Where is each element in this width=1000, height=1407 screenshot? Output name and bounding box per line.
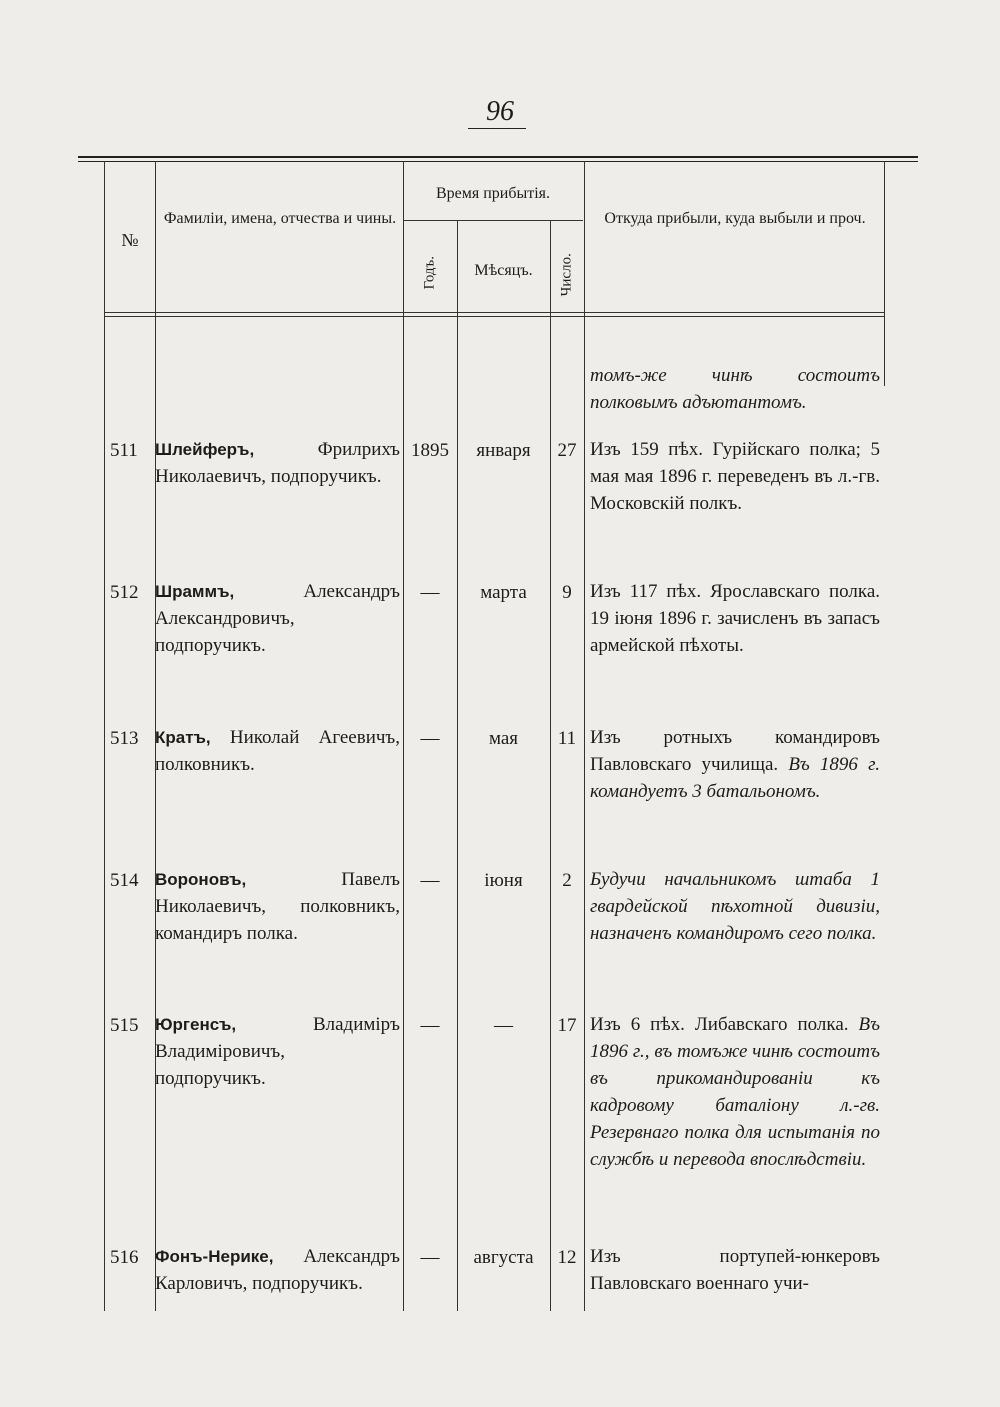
entry-month: августа [473, 1247, 534, 1268]
entry-day: 27 [557, 440, 577, 461]
header-name: Фамиліи, имена, отчества и чины. [163, 210, 397, 227]
entry-month: мая [488, 728, 519, 749]
header-origin: Откуда прибыли, куда выбыли и проч. [604, 210, 866, 227]
column-rule-year [457, 220, 458, 1311]
entry-name: Кратъ, Николай Агеевичъ, полковникъ. [155, 727, 400, 775]
header-subdivider [403, 220, 583, 221]
column-rule-month [550, 220, 551, 1311]
entry-day: 2 [562, 870, 572, 891]
page-number: 96 [486, 96, 514, 127]
entry-number: 516 [110, 1247, 139, 1268]
entry-year: — [420, 582, 440, 603]
header-year: Годъ. [421, 255, 438, 290]
header-bottom-rule [104, 312, 884, 313]
table-top-rule [78, 156, 918, 158]
entry-month: іюня [484, 870, 523, 891]
entry-name: Шлейферъ, Фрилрихъ Николаевичъ, подпоручикъ. [155, 439, 400, 487]
entry-number: 512 [110, 582, 139, 603]
column-rule-day [584, 161, 585, 1311]
entry-number: 514 [110, 870, 139, 891]
entry-number: 513 [110, 728, 139, 749]
entry-month: — [494, 1015, 513, 1036]
entry-name: Фонъ-Нерике, Александръ Карловичъ, подпоручикъ. [155, 1246, 400, 1294]
entry-note: Изъ 117 пѣх. Ярославскаго полка. 19 іюня 1896 г. зачисленъ въ запасъ армейской пѣхоты. [590, 581, 880, 656]
entry-month: января [476, 440, 531, 461]
entry-year: — [420, 870, 440, 891]
header-day: Число. [558, 253, 575, 297]
table-top-rule-thin [78, 161, 918, 162]
entry-note: Изъ 6 пѣх. Либавскаго полка. Въ 1896 г., въ томъже чинѣ состоитъ въ прикомандированіи къ кадровому баталіону л.-гв. Резервнаго полка для испытанія по службѣ и перевода впослѣдствіи. [590, 1014, 880, 1170]
page-number-underline [468, 128, 526, 129]
entry-number: 511 [110, 440, 138, 461]
carryover-note: томъ-же чинѣ состоитъ полковымъ адъютантомъ. [590, 365, 880, 413]
header-bottom-rule-2 [104, 316, 884, 317]
entry-year: 1895 [411, 440, 449, 461]
entry-day: 17 [557, 1015, 577, 1036]
entry-name: Юргенсъ, Владиміръ Владиміровичъ, подпоручикъ. [155, 1014, 400, 1089]
header-month: Мѣсяцъ. [474, 262, 533, 279]
header-num: № [121, 230, 139, 250]
entry-note: Будучи начальникомъ штаба 1 гвардейской пѣхотной дивизіи, назначенъ командиромъ сего полка. [590, 869, 880, 944]
entry-year: — [420, 728, 440, 749]
entry-day: 9 [562, 582, 572, 603]
entry-number: 515 [110, 1015, 139, 1036]
entry-month: марта [480, 582, 527, 603]
entry-name: Вороновъ, Павелъ Николаевичъ, полковникъ, командиръ полка. [155, 869, 400, 944]
entry-note: Изъ 159 пѣх. Гурійскаго полка; 5 мая мая 1896 г. переведенъ въ л.-гв. Московскій полкъ. [590, 439, 880, 514]
column-rule-left [104, 161, 105, 1311]
entry-year: — [420, 1015, 440, 1036]
entry-note: Изъ ротныхъ командировъ Павловскаго училища. Въ 1896 г. командуетъ 3 батальономъ. [590, 727, 880, 802]
header-arrival: Время прибытія. [435, 185, 551, 202]
entry-year: — [420, 1247, 440, 1268]
entry-day: 11 [557, 728, 577, 749]
entry-day: 12 [557, 1247, 577, 1268]
entry-note: Изъ портупей-юнкеровъ Павловскаго военнаго учи- [590, 1246, 880, 1294]
entry-name: Шраммъ, Александръ Александровичъ, подпоручикъ. [155, 581, 400, 656]
column-rule-right [884, 161, 885, 386]
